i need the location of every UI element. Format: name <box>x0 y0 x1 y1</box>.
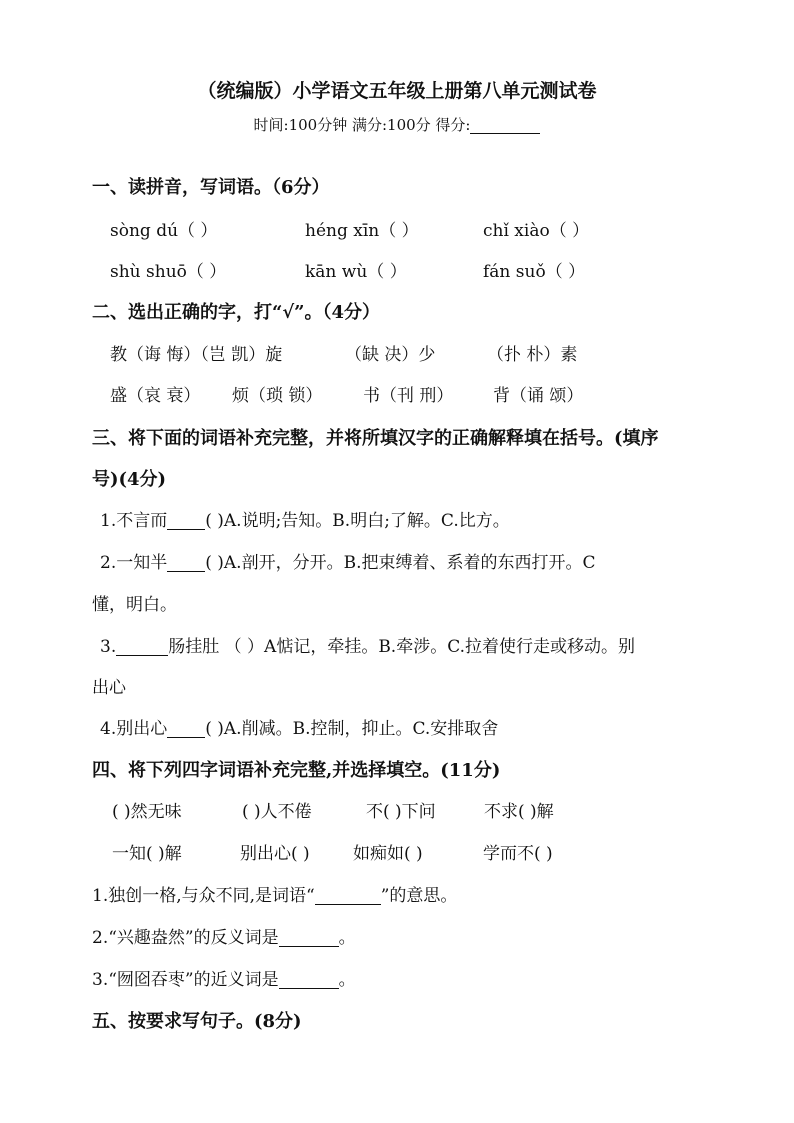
answer-blank[interactable] <box>279 928 339 947</box>
char-choice[interactable]: 盛（哀 衰） <box>110 386 201 406</box>
question-text: ”的意思。 <box>380 886 458 906</box>
idiom-item[interactable]: 不求( )解 <box>484 802 554 822</box>
pinyin-item[interactable]: shù shuō（ ） <box>110 262 227 282</box>
answer-blank[interactable] <box>167 719 205 738</box>
char-choice[interactable]: （缺 决）少 <box>345 345 436 365</box>
char-choice[interactable]: 背（诵 颂） <box>493 386 584 406</box>
question-text: 1.独创一格,与众不同,是词语“ <box>92 886 315 906</box>
char-choice[interactable]: （扑 朴）素 <box>487 345 578 365</box>
section-3-heading: 三、将下面的词语补充完整，并将所填汉字的正确解释填在括号。(填序 <box>92 428 659 449</box>
answer-blank[interactable] <box>167 511 205 530</box>
char-choice[interactable]: 教（诲 悔）（岂 凯）旋 <box>110 345 283 365</box>
question-text: 肠挂肚 （ ）A惦记，牵挂。B.牵涉。C.拉着使行走或移动。别 <box>168 637 636 657</box>
question-4-2 <box>92 927 356 949</box>
pinyin-item[interactable]: sòng dú（ ） <box>110 221 218 241</box>
question-text: 3. <box>100 637 117 657</box>
question-text: 。 <box>338 970 356 990</box>
question-text: 。 <box>338 928 356 948</box>
question-text: 2.“兴趣盎然”的反义词是 <box>92 928 279 948</box>
pinyin-item[interactable]: kān wù（ ） <box>305 262 407 282</box>
question-text: ( )A.说明;告知。B.明白;了解。C.比方。 <box>205 511 510 531</box>
idiom-item[interactable]: 不( )下问 <box>366 802 436 822</box>
question-4-1 <box>92 885 457 907</box>
answer-blank[interactable] <box>279 970 339 989</box>
idiom-item[interactable]: 别出心( ) <box>240 844 310 864</box>
char-choice[interactable]: 书（刊 刑） <box>363 386 454 406</box>
answer-blank[interactable] <box>167 553 205 572</box>
idiom-item[interactable]: ( )然无味 <box>112 802 182 822</box>
idiom-item[interactable]: 如痴如( ) <box>353 844 423 864</box>
section-3-heading-cont: 号)(4分) <box>92 469 167 490</box>
answer-blank[interactable] <box>315 886 381 905</box>
question-3-1 <box>100 510 510 532</box>
question-text: 2.一知半 <box>100 553 168 573</box>
char-choice[interactable]: 烦（琐 锁） <box>232 386 323 406</box>
exam-info-text: 时间:100分钟 满分:100分 得分: <box>253 116 471 134</box>
question-4-3 <box>92 969 356 991</box>
page-title: （统编版）小学语文五年级上册第八单元测试卷 <box>197 80 597 102</box>
question-text: 1.不言而 <box>100 511 168 531</box>
score-blank[interactable] <box>470 115 540 134</box>
pinyin-item[interactable]: fán suǒ（ ） <box>483 262 586 282</box>
pinyin-item[interactable]: héng xīn（ ） <box>305 221 419 241</box>
exam-info <box>0 114 794 136</box>
idiom-item[interactable]: 一知( )解 <box>112 844 182 864</box>
question-text: ( )A.剖开，分开。B.把束缚着、系着的东西打开。C <box>205 553 596 573</box>
section-2-heading: 二、选出正确的字，打“√”。（4分） <box>92 302 381 323</box>
idiom-item[interactable]: 学而不( ) <box>483 844 553 864</box>
question-3-2 <box>100 552 596 574</box>
question-text: ( )A.削减。B.控制，抑止。C.安排取舍 <box>205 719 499 739</box>
section-5-heading: 五、按要求写句子。(8分) <box>92 1011 302 1032</box>
question-text: 4.别出心 <box>100 719 168 739</box>
idiom-item[interactable]: ( )人不倦 <box>242 802 312 822</box>
section-4-heading: 四、将下列四字词语补充完整,并选择填空。(11分) <box>92 760 501 781</box>
answer-blank[interactable] <box>116 637 168 656</box>
question-3-2-cont: 懂，明白。 <box>92 595 177 615</box>
section-1-heading: 一、读拼音，写词语。（6分） <box>92 177 330 198</box>
question-3-3 <box>100 636 635 658</box>
question-3-4 <box>100 718 498 740</box>
question-3-3-cont: 出心 <box>92 678 126 698</box>
question-text: 3.“囫囵吞枣”的近义词是 <box>92 970 279 990</box>
pinyin-item[interactable]: chǐ xiào（ ） <box>483 221 590 241</box>
